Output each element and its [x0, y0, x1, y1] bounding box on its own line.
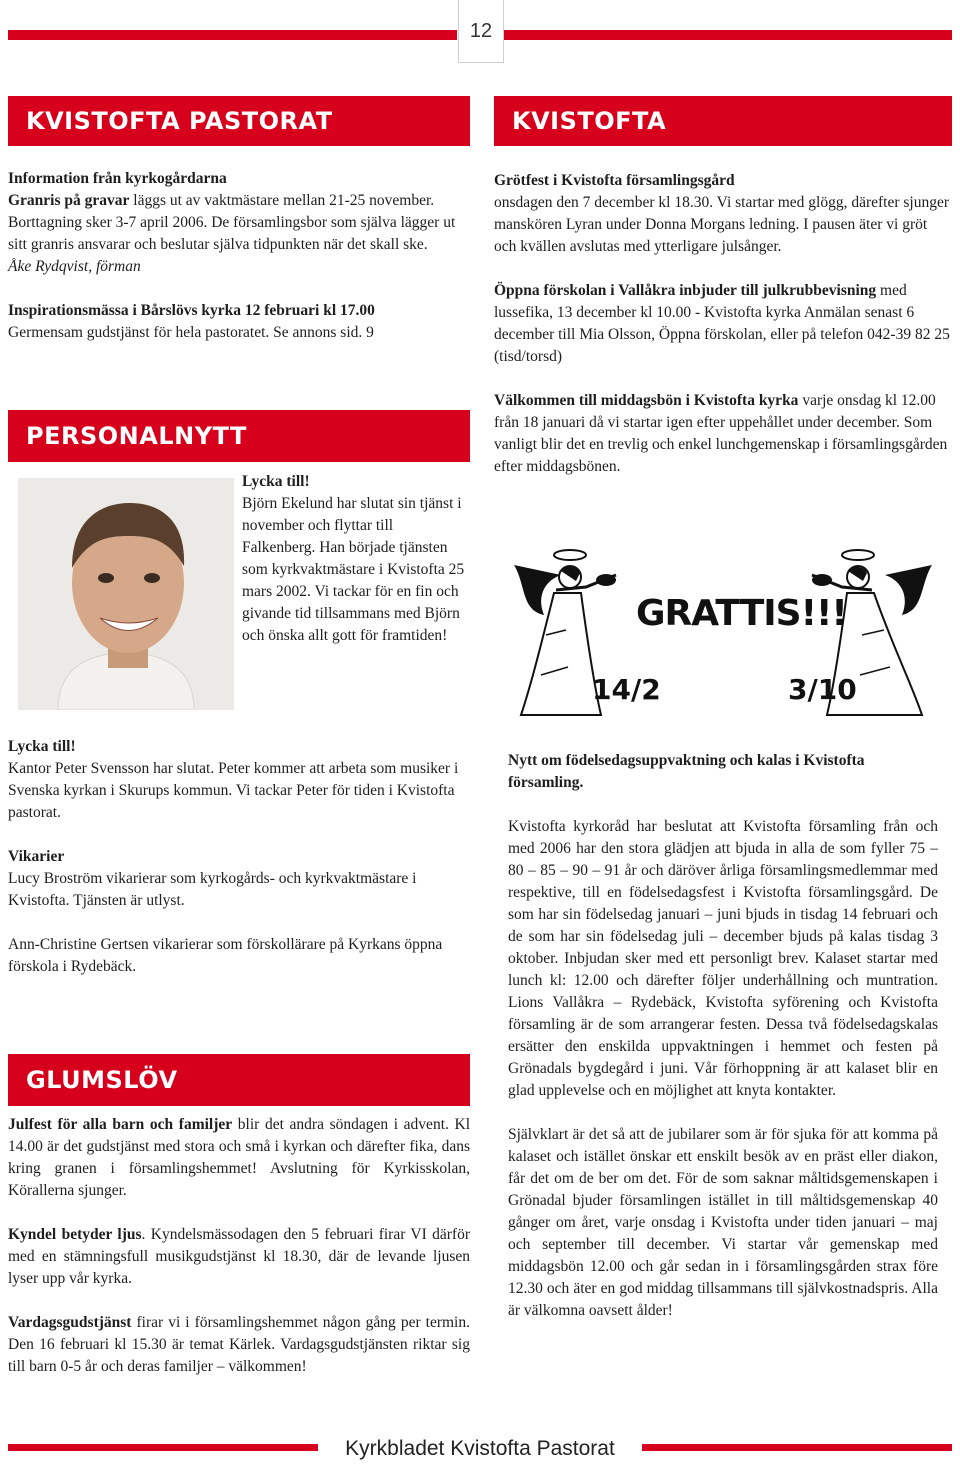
middag-title: Välkommen till middagsbön i Kvistofta kyrka [494, 392, 799, 409]
grotfest-text: onsdagen den 7 december kl 18.30. Vi startar med glögg, därefter sjunger manskören Lyran under Donna Morgans ledning. I pausen äter vi gröt och kvällen avslutas med ytterligare julsånger. [494, 194, 950, 255]
vikarier-text: Lucy Broström vikarierar som kyrkogårds- och kyrkvaktmästare i Kvistofta. Tjänsten är utlyst. [8, 870, 417, 909]
grattis-date-right: 3/10 [788, 673, 857, 706]
middag-paragraph [494, 390, 952, 478]
ann-text: Ann-Christine Gertsen vikarierar som förskollärare på Kyrkans öppna förskola i Rydebäck. [8, 936, 443, 975]
vikarier-title: Vikarier [8, 848, 65, 865]
info-subtitle: Granris på gravar [8, 192, 130, 209]
julfest-paragraph [8, 1114, 470, 1202]
grattis-title: GRATTIS!!! [636, 593, 847, 634]
kyndel-title: Kyndel betyder ljus [8, 1226, 142, 1243]
kvistofta-column [494, 170, 952, 478]
vardags-paragraph [8, 1312, 470, 1378]
forskola-title: Öppna förskolan i Vallåkra inbjuder till julkrubbevisning [494, 282, 877, 299]
section-header-kvistofta-pastorat: KVISTOFTA PASTORAT [8, 96, 470, 146]
info-paragraph [8, 190, 470, 256]
page-number: 12 [458, 0, 504, 63]
glumslov-column [8, 1114, 470, 1378]
lycka-title: Lycka till! [242, 473, 310, 490]
nytt-paragraph-2: Självklart är det så att de jubilarer som är för sjuka för att komma på kalaset och istället önskar ett enskilt besök av en präst eller diakon, får det om de ber om det. För de som saknar måltidsgemenskapen i Grönadal bjuder församlingen istället in till måltidsgemenskap 40 gånger om året, varje onsdag i Kvistofta under tiden januari – maj och september till december. Vi startar vår gemenskap med middagsbön 12.00 och går sedan in i församlingsgården strax före 12.30 och äter en god middag tillsammans till självkostnadspris. Alla är välkomna oavsett ålder! [508, 1126, 938, 1319]
signature [8, 256, 470, 278]
kyndel-text: . Kyndelsmässodagen den 5 februari firar VI därför med en stämningsfull musikgudstjänst kl 18.30, där de levande ljusen lyser upp vår kyrka. [8, 1226, 470, 1287]
signature-text: Åke Rydqvist, förman [8, 258, 141, 275]
right-bottom-column [508, 750, 938, 1322]
info-title: Information från kyrkogårdarna [8, 170, 227, 187]
lycka-text: Björn Ekelund har slutat sin tjänst i november och flyttar till Falkenberg. Han började tjänsten som kyrkvaktmästare i Kvistofta 25 mars 2002. Vi tackar för en fin och givande tid tillsammans med Björn och önska allt gott för framtiden! [242, 495, 465, 644]
section-header-personalnytt: PERSONALNYTT [8, 410, 470, 462]
nytt-title: Nytt om födelsedagsuppvaktning och kalas i Kvistofta församling. [508, 752, 865, 791]
kyndel-paragraph [8, 1224, 470, 1290]
personalnytt-text [242, 471, 470, 647]
vardags-title: Vardagsgudstjänst [8, 1314, 132, 1331]
julfest-title: Julfest för alla barn och familjer [8, 1116, 233, 1133]
forskola-text: med lussefika, 13 december kl 10.00 - Kvistofta kyrka Anmälan senast 6 december till Mia Olsson, Öppna förskolan, eller på telefon 042-39 82 25 (tisd/torsd) [494, 282, 950, 365]
info-text: läggs ut av vaktmästare mellan 21-25 november. Borttagning sker 3-7 april 2006. De församlingsbor som själva lägger ut sitt granris ansvarar och beslutar själva tidpunkten när det skall ske. [8, 192, 456, 253]
lycka2-text: Kantor Peter Svensson har slutat. Peter kommer att arbeta som musiker i Svenska kyrkan i Skurups kommun. Vi tackar Peter för tiden i Kvistofta pastorat. [8, 760, 459, 821]
top-red-bar-left [8, 30, 457, 40]
top-red-bar-right [503, 30, 952, 40]
grotfest-title: Grötfest i Kvistofta församlingsgård [494, 172, 735, 189]
nytt-paragraph-1: Kvistofta kyrkoråd har beslutat att Kvistofta församling från och med 2006 har den stora glädjen att bjuda in alla de som fyller 75 – 80 – 85 – 90 – 91 år och däröver årliga församlingsmedlemmar med respektive, till en födelsedagsfest i Kvistofta församlingsgård. De som har sin födelsedag januari – juni bjuds in tisdag 14 februari och de som har sin födelsedag juli – december bjuds på kalas tisdag 3 oktober. Inbjudan sker med ett personligt brev. Kalaset startar med lunch kl: 12.00 och därefter följer underhållning och muntration. Lions Vallåkra – Rydebäck, Kvistofta syförening och Kvistofta församling är de som arrangerar festen. Dessa två födelsedagskalas ersätter den enskilda uppvaktningen i hemmet och festen på Grönadals bygdegård i juni. Vår förhoppning är att kalaset blir en glad upplevelse och en möjlighet att knyta kontakter. [508, 818, 938, 1099]
vardags-text: firar vi i församlingshemmet någon gång per termin. Den 16 februari kl 15.30 är temat Kärlek. Vardagsgudstjänsten riktar sig till barn 0-5 år och deras familjer – välkommen! [8, 1314, 470, 1375]
left-middle-column [8, 736, 470, 978]
middag-text: varje onsdag kl 12.00 från 18 januari då vi startar igen efter uppehållet under december. Som vanligt blir det en trevlig och enkel lunchgemenskap i församlingsgården efter middagsbönen. [494, 392, 948, 475]
julfest-text: blir det andra söndagen i advent. Kl 14.00 är det gudstjänst med stora och små i kyrkan och därefter fika, dans kring granen i församlingshemmet! Avslutning för Kyrkisskolan, Körallerna sjunger. [8, 1116, 471, 1199]
inspiration-text: Germensam gudstjänst för hela pastoratet. Se annons sid. 9 [8, 324, 374, 341]
footer-text: Kyrkbladet Kvistofta Pastorat [345, 1437, 615, 1460]
left-top-column [8, 168, 470, 344]
portrait-icon [18, 478, 234, 710]
section-header-glumslov: GLUMSLÖV [8, 1054, 470, 1106]
lycka2-title: Lycka till! [8, 738, 76, 755]
grattis-illustration [496, 535, 952, 730]
portrait-photo [18, 478, 234, 710]
inspiration-title: Inspirationsmässa i Bårslövs kyrka 12 februari kl 17.00 [8, 302, 375, 319]
section-header-kvistofta: KVISTOFTA [494, 96, 952, 146]
forskola-paragraph [494, 280, 952, 368]
grattis-date-left: 14/2 [592, 673, 661, 706]
